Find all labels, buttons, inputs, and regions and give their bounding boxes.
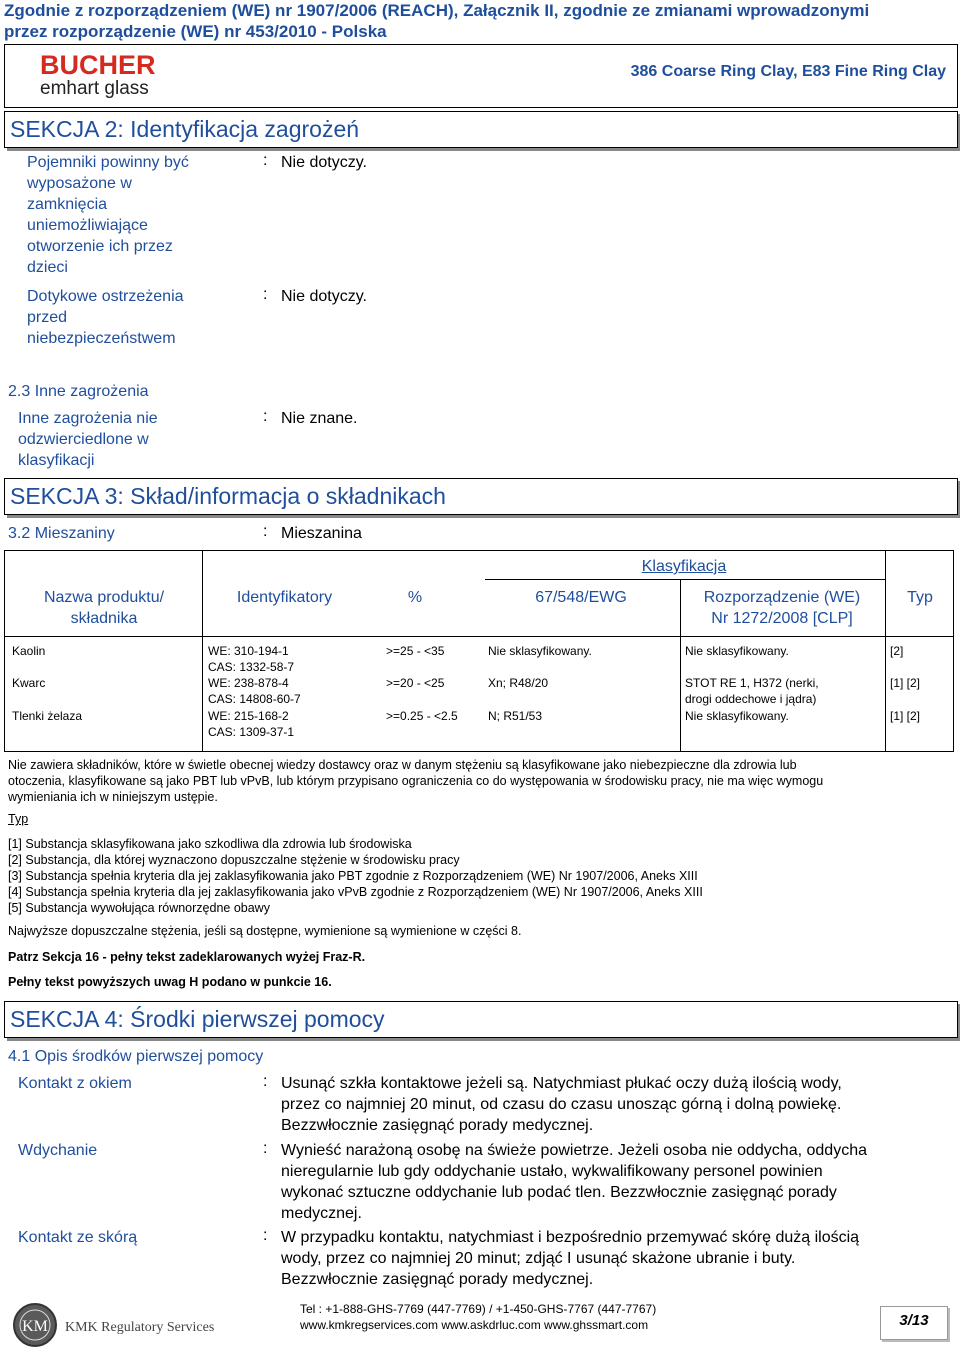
composition-table (4, 550, 954, 752)
section-2-title: SEKCJA 2: Identyfikacja zagrożeń (10, 116, 360, 142)
row-kwarc-name: Kwarc (12, 676, 46, 690)
row-iron-oxide-typ: [1] [2] (890, 709, 921, 723)
col-header-identifiers: Identyfikatory (236, 589, 333, 606)
inhalation-label: Wdychanie (18, 1142, 98, 1159)
col-header-name: Nazwa produktu/ składnika (43, 589, 165, 627)
regulation-line-2: przez rozporządzenie (WE) nr 453/2010 - Polska (4, 22, 387, 41)
col-header-percent: % (407, 589, 423, 606)
colon: : (263, 152, 268, 169)
skin-contact-label: Kontakt ze skórą (18, 1229, 138, 1246)
skin-contact-text: W przypadku kontaktu, natychmiast i bezpośrednio przemywać skórę dużą ilością wody, przez co najmniej 20 minut; zdjąć I usunąć skażone ubranie i buty. Bezzwłocznie zasięgnąć porady medycznej. (281, 1229, 860, 1288)
row-kwarc-ewg: Xn; R48/20 (488, 676, 549, 690)
row-kaolin-name: Kaolin (12, 644, 46, 658)
h-statements-note: Pełny tekst powyższych uwag H podano w punkcie 16. (8, 975, 332, 989)
typ-item: [3] Substancja spełnia kryteria dla jej zaklasyfikowania jako PBT zgodnie z Rozporządzeniem (WE) Nr 1907/2006, Aneks XIII (8, 869, 698, 883)
colon: : (263, 286, 268, 303)
other-hazards-subtitle: 2.3 Inne zagrożenia (8, 383, 149, 400)
col-header-clp: Rozporządzenie (WE) Nr 1272/2008 [CLP] (703, 589, 861, 627)
limits-note: Najwyższe dopuszczalne stężenia, jeśli są dostępne, wymienione są wymienione w części 8. (8, 924, 522, 938)
colon: : (263, 1140, 268, 1157)
r-phrases-note: Patrz Sekcja 16 - pełny tekst zadeklarowanych wyżej Fraz-R. (8, 950, 366, 964)
other-hazards-label: Inne zagrożenia nie odzwierciedlone w klasyfikacji (18, 410, 158, 469)
col-header-typ: Typ (907, 589, 933, 606)
tactile-warning-label: Dotykowe ostrzeżenia przed niebezpieczeństwem (27, 288, 184, 347)
typ-list (8, 836, 953, 916)
page-number: 3/13 (899, 1312, 929, 1329)
footer-company: KMK Regulatory Services (65, 1320, 215, 1335)
colon: : (263, 523, 268, 540)
eye-contact-text: Usunąć szkła kontaktowe jeżeli są. Natychmiast płukać oczy dużą ilością wody, przez co najmniej 20 minut, od czasu do czasu unosząc górną i dolną powiekę. Bezzwłocznie zasięgnąć porady medycznej. (281, 1075, 842, 1134)
svg-text:KM: KM (22, 1318, 48, 1335)
mixture-label: 3.2 Mieszaniny (8, 525, 115, 542)
regulation-line-1: Zgodnie z rozporządzeniem (WE) nr 1907/2006 (REACH), Załącznik II, zgodnie ze zmianami wprowadzonymi (4, 1, 870, 20)
row-kaolin-ewg: Nie sklasyfikowany. (488, 644, 592, 658)
row-iron-oxide-name: Tlenki żelaza (12, 709, 83, 723)
kmk-seal-icon (12, 1302, 58, 1348)
typ-item: [4] Substancja spełnia kryteria dla jej zaklasyfikowania jako vPvB zgodnie z Rozporządzeniem (WE) Nr 1907/2006, Aneks XIII (8, 885, 703, 899)
tactile-warning-value: Nie dotyczy. (281, 288, 367, 305)
row-kwarc-typ: [1] [2] (890, 676, 921, 690)
typ-item: [2] Substancja, dla której wyznaczono dopuszczalne stężenie w środowisku pracy (8, 853, 460, 867)
row-kwarc-clp: STOT RE 1, H372 (nerki, drogi oddechowe i jądra) (685, 676, 819, 706)
regulation-header (4, 0, 956, 42)
product-name: 386 Coarse Ring Clay, E83 Fine Ring Clay (630, 63, 946, 80)
composition-note: Nie zawiera składników, które w świetle obecnej wiedzy dostawcy oraz w danym stężeniu są klasyfikowane jako niebezpieczne dla zdrowia lub otoczenia, klasyfikowane są jako PBT lub vPvB, lub którym przypisano ograniczenia co do występowania w środowisku pracy, nie ma więc wymogu wymieniania ich w niniejszym ustępie. (8, 758, 824, 804)
classification-header: Klasyfikacja (641, 558, 727, 575)
row-kwarc-pct: >=20 - <25 (386, 676, 445, 690)
first-aid-subtitle: 4.1 Opis środków pierwszej pomocy (8, 1048, 264, 1065)
row-kaolin-pct: >=25 - <35 (386, 644, 445, 658)
typ-item: [5] Substancja wywołująca równorzędne obawy (8, 901, 270, 915)
typ-heading: Typ (8, 812, 29, 826)
colon: : (263, 408, 268, 425)
row-kaolin-clp: Nie sklasyfikowany. (685, 644, 789, 658)
inhalation-text: Wynieść narażoną osobę na świeże powietrze. Jeżeli osoba nie oddycha, oddycha nieregularnie lub gdy oddychanie ustało, wykwalifikowany personel powinien wykonać sztuczne oddychanie lub podać tlen. Bezzwłocznie zasięgnąć porady medycznej. (281, 1142, 867, 1222)
colon: : (263, 1073, 268, 1090)
eye-contact-label: Kontakt z okiem (18, 1075, 132, 1092)
col-header-ewg: 67/548/EWG (535, 589, 627, 606)
section-3-title: SEKCJA 3: Skład/informacja o składnikach (10, 483, 446, 509)
row-iron-oxide-clp: Nie sklasyfikowany. (685, 709, 789, 723)
child-resistant-label: Pojemniki powinny być wyposażone w zamknięcia uniemożliwiające otworzenie ich przez dzieci (27, 154, 189, 276)
row-kwarc-ids: WE: 238-878-4 CAS: 14808-60-7 (208, 676, 301, 706)
typ-item: [1] Substancja sklasyfikowana jako szkodliwa dla zdrowia lub środowiska (8, 837, 412, 851)
section-4-title: SEKCJA 4: Środki pierwszej pomocy (10, 1006, 385, 1032)
footer-tel: Tel : +1-888-GHS-7769 (447-7769) / +1-450-GHS-7767 (447-7767) (300, 1302, 657, 1316)
other-hazards-value: Nie znane. (281, 410, 358, 427)
brand-logo-sub: emhart glass (40, 78, 149, 99)
child-resistant-value: Nie dotyczy. (281, 154, 367, 171)
colon: : (263, 1227, 268, 1244)
row-iron-oxide-ewg: N; R51/53 (488, 709, 543, 723)
row-iron-oxide-pct: >=0.25 - <2.5 (386, 709, 458, 723)
row-kaolin-ids: WE: 310-194-1 CAS: 1332-58-7 (208, 644, 295, 674)
footer-web: www.kmkregservices.com www.askdrluc.com www.ghssmart.com (300, 1318, 649, 1332)
row-kaolin-typ: [2] (890, 644, 904, 658)
brand-logo: BUCHER (40, 50, 156, 80)
row-iron-oxide-ids: WE: 215-168-2 CAS: 1309-37-1 (208, 709, 295, 739)
mixture-value: Mieszanina (281, 525, 362, 542)
